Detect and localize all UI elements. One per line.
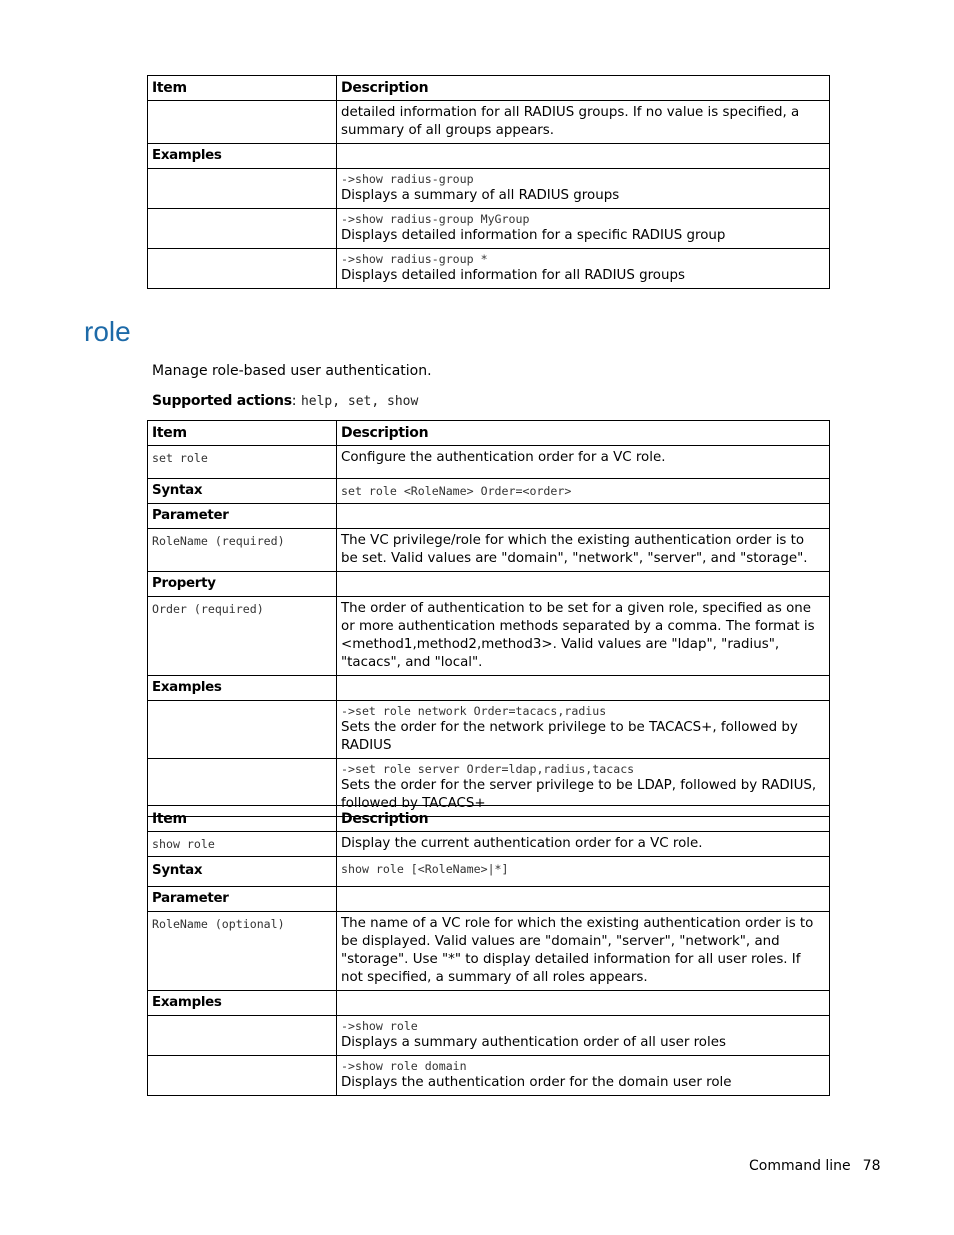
example-description: Displays a summary of all RADIUS groups xyxy=(341,188,620,203)
property-description: The order of authentication to be set for a given role, specified as one or more authentication methods separated by a comma. The format is <method1,method2,method3>. Valid values are "ldap", "radius", "tacacs", and "local". xyxy=(337,597,830,676)
set-role-table xyxy=(147,420,830,817)
header-item: Item xyxy=(148,76,337,101)
table-row xyxy=(148,249,830,289)
supported-actions xyxy=(152,393,418,409)
table-row xyxy=(148,832,830,857)
parameter-description: The VC privilege/role for which the existing authentication order is to be set. Valid values are "domain", "network", "server", and "storage". xyxy=(337,529,830,572)
property-label: Property xyxy=(148,572,337,597)
table-row xyxy=(148,169,830,209)
table-row xyxy=(148,479,830,504)
syntax-value: set role <RoleName> Order=<order> xyxy=(337,479,830,504)
parameter-name: RoleName (optional) xyxy=(148,912,337,991)
parameter-label: Parameter xyxy=(148,504,337,529)
command-name: show role xyxy=(148,832,337,857)
table-row xyxy=(148,144,830,169)
command-description: Display the current authentication order for a VC role. xyxy=(337,832,830,857)
example-cell xyxy=(337,169,830,209)
header-description: Description xyxy=(337,421,830,446)
continued-description: detailed information for all RADIUS groups. If no value is specified, a summary of all groups appears. xyxy=(337,101,830,144)
page-number: 78 xyxy=(862,1158,881,1174)
footer-section: Command line xyxy=(749,1158,851,1174)
table-header-row xyxy=(148,421,830,446)
examples-label: Examples xyxy=(148,676,337,701)
example-description: Displays detailed information for a specific RADIUS group xyxy=(341,228,726,243)
supported-actions-label: Supported actions xyxy=(152,393,292,409)
table-row xyxy=(148,701,830,759)
command-description: Configure the authentication order for a VC role. xyxy=(337,446,830,479)
example-description: Sets the order for the server privilege to be LDAP, followed by RADIUS, followed by TACACS+ xyxy=(341,778,817,811)
syntax-label: Syntax xyxy=(148,479,337,504)
table-row xyxy=(148,1016,830,1056)
page-footer xyxy=(749,1158,881,1174)
show-role-table xyxy=(147,805,830,1096)
example-command: ->set role server Order=ldap,radius,tacacs xyxy=(341,762,635,776)
header-description: Description xyxy=(337,806,830,832)
example-description: Displays the authentication order for the domain user role xyxy=(341,1075,732,1090)
example-cell xyxy=(337,249,830,289)
example-cell xyxy=(337,209,830,249)
example-cell xyxy=(337,1056,830,1096)
table-row xyxy=(148,1056,830,1096)
parameter-description: The name of a VC role for which the existing authentication order is to be displayed. Valid values are "domain", "server", "network", and "storage". Use "*" to display detailed information for all user roles. If not specified, a summary of all roles appears. xyxy=(337,912,830,991)
header-description: Description xyxy=(337,76,830,101)
section-title: role xyxy=(84,316,131,347)
example-description: Sets the order for the network privilege to be TACACS+, followed by RADIUS xyxy=(341,720,798,753)
example-cell xyxy=(337,701,830,759)
table-row xyxy=(148,101,830,144)
header-item: Item xyxy=(148,421,337,446)
supported-actions-list: help, set, show xyxy=(300,394,419,409)
property-name: Order (required) xyxy=(148,597,337,676)
example-command: ->set role network Order=tacacs,radius xyxy=(341,704,607,718)
example-description: Displays a summary authentication order of all user roles xyxy=(341,1035,726,1050)
table-row xyxy=(148,912,830,991)
parameter-label: Parameter xyxy=(148,887,337,912)
radius-group-table xyxy=(147,75,830,289)
supported-actions-separator: : xyxy=(291,393,301,409)
syntax-value: show role [<RoleName>|*] xyxy=(337,857,830,887)
table-row xyxy=(148,676,830,701)
table-row xyxy=(148,446,830,479)
example-command: ->show role xyxy=(341,1019,418,1033)
command-name: set role xyxy=(148,446,337,479)
table-row xyxy=(148,887,830,912)
example-command: ->show radius-group * xyxy=(341,252,488,266)
example-command: ->show radius-group MyGroup xyxy=(341,212,530,226)
table-header-row xyxy=(148,806,830,832)
examples-label: Examples xyxy=(148,991,337,1016)
parameter-name: RoleName (required) xyxy=(148,529,337,572)
table-row xyxy=(148,857,830,887)
table-row xyxy=(148,597,830,676)
example-description: Displays detailed information for all RADIUS groups xyxy=(341,268,685,283)
syntax-label: Syntax xyxy=(148,857,337,887)
header-item: Item xyxy=(148,806,337,832)
table-row xyxy=(148,504,830,529)
table-row xyxy=(148,991,830,1016)
table-row xyxy=(148,209,830,249)
example-command: ->show role domain xyxy=(341,1059,467,1073)
table-row xyxy=(148,529,830,572)
table-header-row xyxy=(148,76,830,101)
table-row xyxy=(148,572,830,597)
example-command: ->show radius-group xyxy=(341,172,474,186)
examples-label: Examples xyxy=(148,144,337,169)
section-intro: Manage role-based user authentication. xyxy=(152,363,432,379)
example-cell xyxy=(337,1016,830,1056)
